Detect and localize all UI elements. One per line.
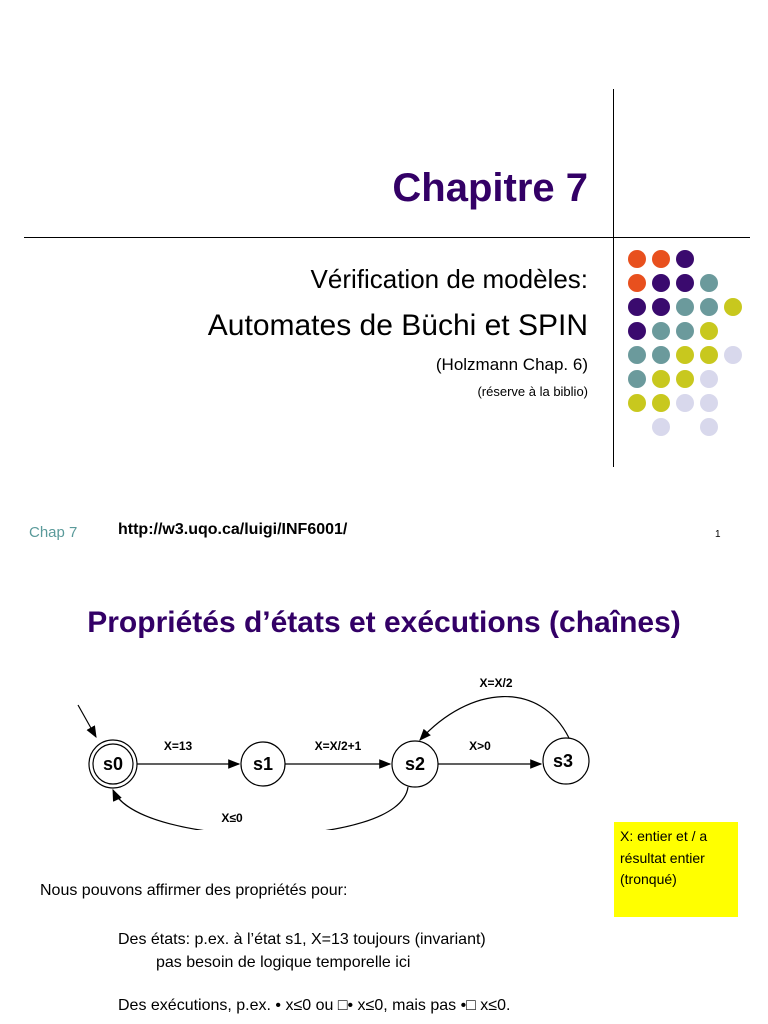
dot xyxy=(652,298,670,316)
dot xyxy=(676,346,694,364)
reference: (Holzmann Chap. 6) xyxy=(435,355,588,374)
horizontal-rule xyxy=(24,237,750,238)
state-label-s3: s3 xyxy=(552,751,574,771)
dot xyxy=(724,346,742,364)
dot xyxy=(628,370,646,388)
content-slide xyxy=(0,570,768,1024)
state-label-s2: s2 xyxy=(404,754,426,774)
edge-label-s0-s1: X=13 xyxy=(163,739,193,753)
edge-label-s3-s2: X=X/2 xyxy=(479,676,513,690)
dot xyxy=(652,370,670,388)
states-line2: pas besoin de logique temporelle ici xyxy=(156,954,411,971)
dot xyxy=(652,346,670,364)
dot xyxy=(628,322,646,340)
state-label-s1: s1 xyxy=(252,754,274,774)
state-label-s0: s0 xyxy=(102,754,124,774)
dot xyxy=(628,250,646,268)
dot xyxy=(628,274,646,292)
slide-title: Propriétés d’états et exécutions (chaînes) xyxy=(87,606,681,639)
dot xyxy=(652,274,670,292)
dot xyxy=(676,250,694,268)
dot xyxy=(700,370,718,388)
automaton-diagram xyxy=(0,660,768,830)
edge-s3-s2 xyxy=(420,697,569,740)
vertical-rule xyxy=(613,89,614,467)
edge-label-s1-s2: X=X/2+1 xyxy=(314,739,362,753)
footer-chapter: Chap 7 xyxy=(29,524,78,541)
states-line1: Des états: p.ex. à l’état s1, X=13 toujours (invariant) xyxy=(118,931,486,948)
dot xyxy=(652,418,670,436)
dot xyxy=(700,346,718,364)
dot xyxy=(700,322,718,340)
page-number: 1 xyxy=(715,529,721,540)
intro-text: Nous pouvons affirmer des propriétés pour: xyxy=(40,882,348,899)
dot xyxy=(676,394,694,412)
subtitle-automates: Automates de Büchi et SPIN xyxy=(207,309,588,342)
dot xyxy=(676,274,694,292)
note-box xyxy=(614,822,738,917)
dot xyxy=(628,298,646,316)
edge-label-s2-s3: X>0 xyxy=(469,739,491,753)
dot xyxy=(628,394,646,412)
reference-note: (réserve à la biblio) xyxy=(477,384,588,399)
note-text: X: entier et / a résultat entier (tronqué) xyxy=(620,828,708,888)
dot xyxy=(652,250,670,268)
dot xyxy=(652,322,670,340)
dot xyxy=(628,346,646,364)
dot xyxy=(676,370,694,388)
initial-arrow xyxy=(78,705,96,737)
dot xyxy=(700,274,718,292)
dot xyxy=(676,298,694,316)
dot xyxy=(700,418,718,436)
dot xyxy=(700,394,718,412)
dot xyxy=(700,298,718,316)
subtitle-verification: Vérification de modèles: xyxy=(310,264,588,294)
dot xyxy=(724,298,742,316)
dot xyxy=(652,394,670,412)
dot xyxy=(676,322,694,340)
chapter-title: Chapitre 7 xyxy=(392,166,588,210)
edge-s2-s0 xyxy=(113,787,408,830)
footer-url[interactable]: http://w3.uqo.ca/luigi/INF6001/ xyxy=(118,521,348,538)
edge-label-s2-s0: X≤0 xyxy=(221,811,243,825)
executions-line: Des exécutions, p.ex. • x≤0 ou □• x≤0, mais pas •□ x≤0. xyxy=(118,997,511,1014)
